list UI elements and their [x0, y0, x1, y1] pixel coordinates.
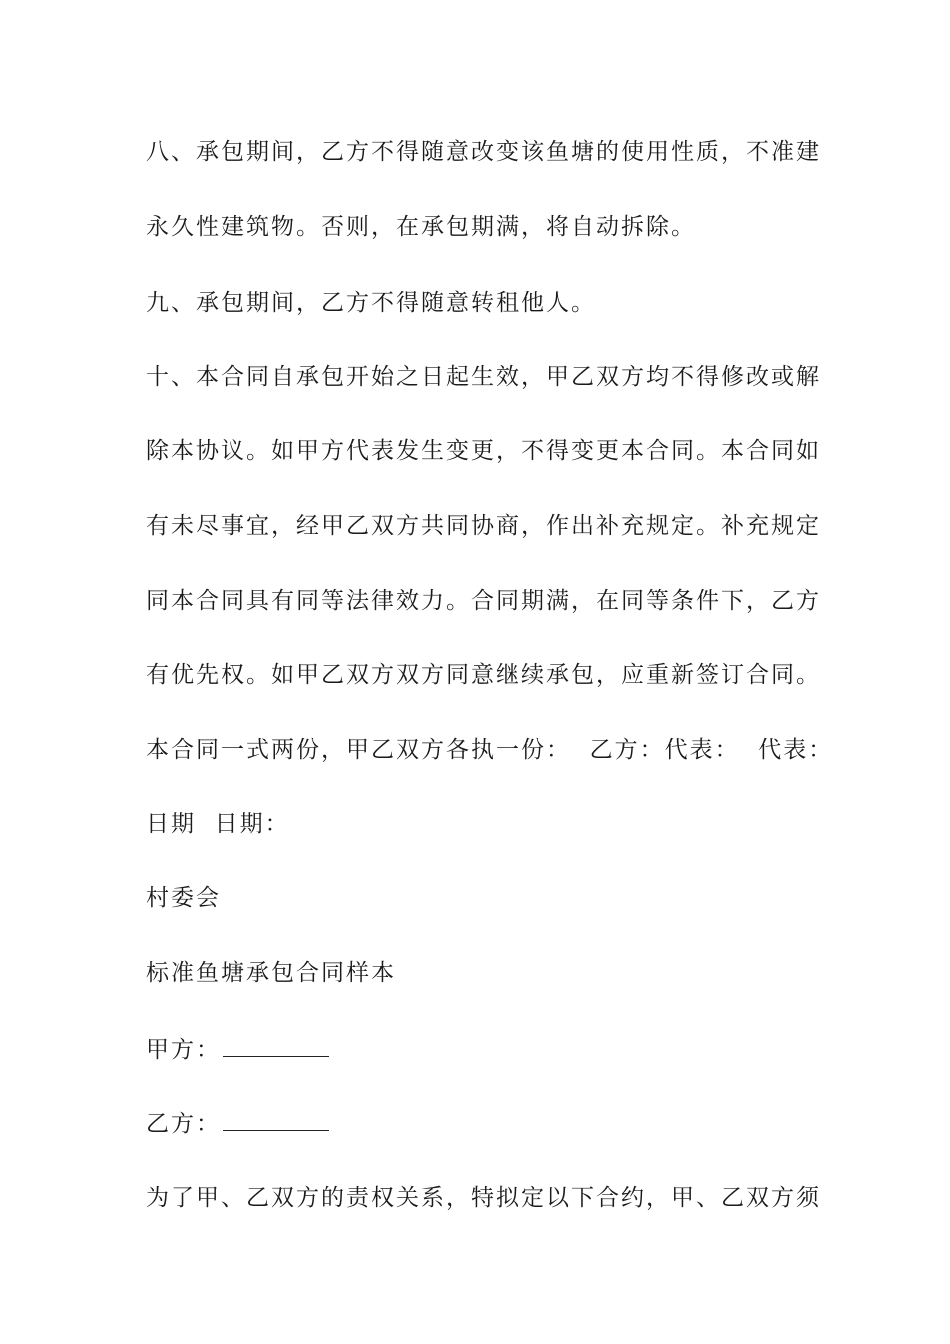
clause-8-line-2: 永久性建筑物。否则，在承包期满，将自动拆除。: [146, 214, 696, 240]
clause-9-line: 九、承包期间，乙方不得随意转租他人。: [146, 290, 596, 316]
document-title: 标准鱼塘承包合同样本: [146, 960, 396, 986]
signature-line: 本合同一式两份，甲乙双方各执一份： 乙方：代表： 代表：: [146, 737, 834, 763]
date-line: 日期 日期：: [146, 811, 290, 837]
clause-10-line-1: 十、本合同自承包开始之日起生效，甲乙双方均不得修改或解: [146, 364, 821, 390]
clause-10-line-2: 除本协议。如甲方代表发生变更，不得变更本合同。本合同如: [146, 438, 821, 464]
party-a-blank-field: [223, 1038, 329, 1057]
party-b-label: 乙方：: [146, 1111, 221, 1137]
clause-10-line-4: 同本合同具有同等法律效力。合同期满，在同等条件下，乙方: [146, 588, 821, 614]
village-committee-line: 村委会: [146, 885, 221, 911]
clause-8-line-1: 八、承包期间，乙方不得随意改变该鱼塘的使用性质，不准建: [146, 139, 821, 165]
party-a-line: [146, 1030, 329, 1070]
clause-10-line-5: 有优先权。如甲乙双方双方同意继续承包，应重新签订合同。: [146, 662, 821, 688]
preamble-line: 为了甲、乙双方的责权关系，特拟定以下合约，甲、乙双方须: [146, 1185, 821, 1211]
clause-10-line-3: 有未尽事宜，经甲乙双方共同协商，作出补充规定。补充规定: [146, 513, 821, 539]
party-b-blank-field: [223, 1112, 329, 1131]
party-a-label: 甲方：: [146, 1037, 221, 1063]
party-b-line: [146, 1104, 329, 1144]
